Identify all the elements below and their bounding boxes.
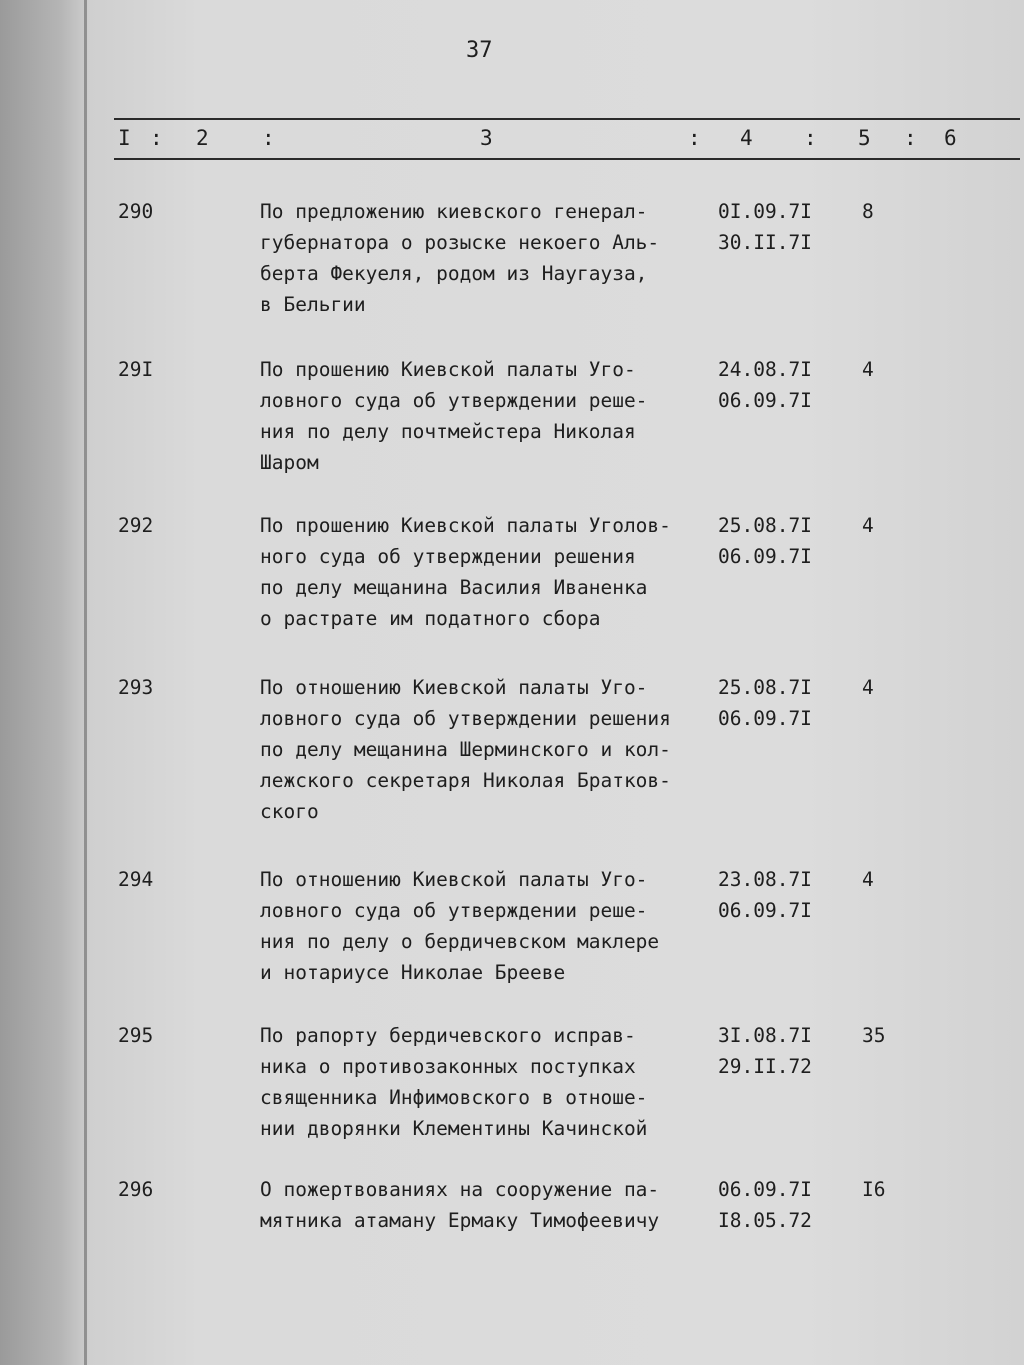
entry-dates — [718, 672, 812, 734]
description-line: ника о противозаконных поступках — [260, 1055, 636, 1078]
entry-description — [260, 510, 671, 634]
description-line: нии дворянки Клементины Качинской — [260, 1117, 648, 1140]
description-line: ного суда об утверждении решения — [260, 545, 636, 568]
column-header: I — [118, 126, 131, 150]
sheet-count: 4 — [862, 514, 874, 537]
sheet-count: 35 — [862, 1024, 886, 1047]
description-line: мятника атаману Ермаку Тимофеевичу — [260, 1209, 660, 1232]
start-date: 25.08.7I — [718, 514, 812, 537]
column-separator: : — [904, 126, 917, 150]
entry-dates — [718, 1020, 812, 1082]
sheet-count: 4 — [862, 868, 874, 891]
header-bottom-rule — [114, 158, 1020, 160]
end-date: 06.09.7I — [718, 389, 812, 412]
start-date: 23.08.7I — [718, 868, 812, 891]
description-line: По отношению Киевской палаты Уго- — [260, 868, 648, 891]
description-line: ловного суда об утверждении реше- — [260, 389, 648, 412]
header-top-rule — [114, 118, 1020, 120]
description-line: По отношению Киевской палаты Уго- — [260, 676, 648, 699]
start-date: 3I.08.7I — [718, 1024, 812, 1047]
column-separator: : — [262, 126, 275, 150]
binding-edge — [84, 0, 87, 1365]
end-date: 06.09.7I — [718, 899, 812, 922]
entry-dates — [718, 864, 812, 926]
start-date: 24.08.7I — [718, 358, 812, 381]
start-date: 06.09.7I — [718, 1178, 812, 1201]
description-line: по делу мещанина Шерминского и кол- — [260, 738, 671, 761]
entry-number: 296 — [118, 1178, 154, 1201]
end-date: 06.09.7I — [718, 545, 812, 568]
description-line: лежского секретаря Николая Братков- — [260, 769, 671, 792]
entry-description — [260, 1020, 647, 1144]
column-separator: : — [688, 126, 701, 150]
entry-description — [260, 196, 659, 320]
entry-description — [260, 354, 647, 478]
description-line: ловного суда об утверждении реше- — [260, 899, 648, 922]
description-line: Шаром — [260, 451, 319, 474]
column-header: 4 — [740, 126, 753, 150]
sheet-count: 4 — [862, 676, 874, 699]
entry-dates — [718, 510, 812, 572]
end-date: 29.II.72 — [718, 1055, 812, 1078]
description-line: по делу мещанина Василия Иваненка — [260, 576, 648, 599]
column-header: 2 — [196, 126, 209, 150]
description-line: По прошению Киевской палаты Уголов- — [260, 514, 671, 537]
entry-description — [260, 672, 671, 827]
description-line: губернатора о розыске некоего Аль- — [260, 231, 660, 254]
entry-description — [260, 864, 659, 988]
entry-dates — [718, 354, 812, 416]
description-line: священника Инфимовского в отноше- — [260, 1086, 648, 1109]
entry-dates — [718, 196, 812, 258]
entry-number: 290 — [118, 200, 154, 223]
column-header: 3 — [480, 126, 493, 150]
description-line: ловного суда об утверждении решения — [260, 707, 671, 730]
description-line: берта Фекуеля, родом из Наугауза, — [260, 262, 648, 285]
description-line: ского — [260, 800, 319, 823]
column-separator: : — [150, 126, 163, 150]
column-header: 6 — [944, 126, 957, 150]
start-date: 25.08.7I — [718, 676, 812, 699]
end-date: I8.05.72 — [718, 1209, 812, 1232]
end-date: 30.II.7I — [718, 231, 812, 254]
description-line: О пожертвованиях на сооружение па- — [260, 1178, 660, 1201]
entry-description — [260, 1174, 659, 1236]
end-date: 06.09.7I — [718, 707, 812, 730]
description-line: о растрате им податного сбора — [260, 607, 601, 630]
entry-number: 29I — [118, 358, 154, 381]
entry-dates — [718, 1174, 812, 1236]
description-line: и нотариусе Николае Брееве — [260, 961, 566, 984]
description-line: в Бельгии — [260, 293, 366, 316]
entry-number: 293 — [118, 676, 154, 699]
description-line: По прошению Киевской палаты Уго- — [260, 358, 636, 381]
page-number: 37 — [466, 38, 493, 63]
description-line: По рапорту бердичевского исправ- — [260, 1024, 636, 1047]
column-separator: : — [804, 126, 817, 150]
sheet-count: 8 — [862, 200, 874, 223]
entry-number: 294 — [118, 868, 154, 891]
column-header: 5 — [858, 126, 871, 150]
entry-number: 292 — [118, 514, 154, 537]
sheet-count: I6 — [862, 1178, 886, 1201]
entry-number: 295 — [118, 1024, 154, 1047]
start-date: 0I.09.7I — [718, 200, 812, 223]
description-line: ния по делу почтмейстера Николая — [260, 420, 636, 443]
sheet-count: 4 — [862, 358, 874, 381]
description-line: По предложению киевского генерал- — [260, 200, 648, 223]
description-line: ния по делу о бердичевском маклере — [260, 930, 660, 953]
